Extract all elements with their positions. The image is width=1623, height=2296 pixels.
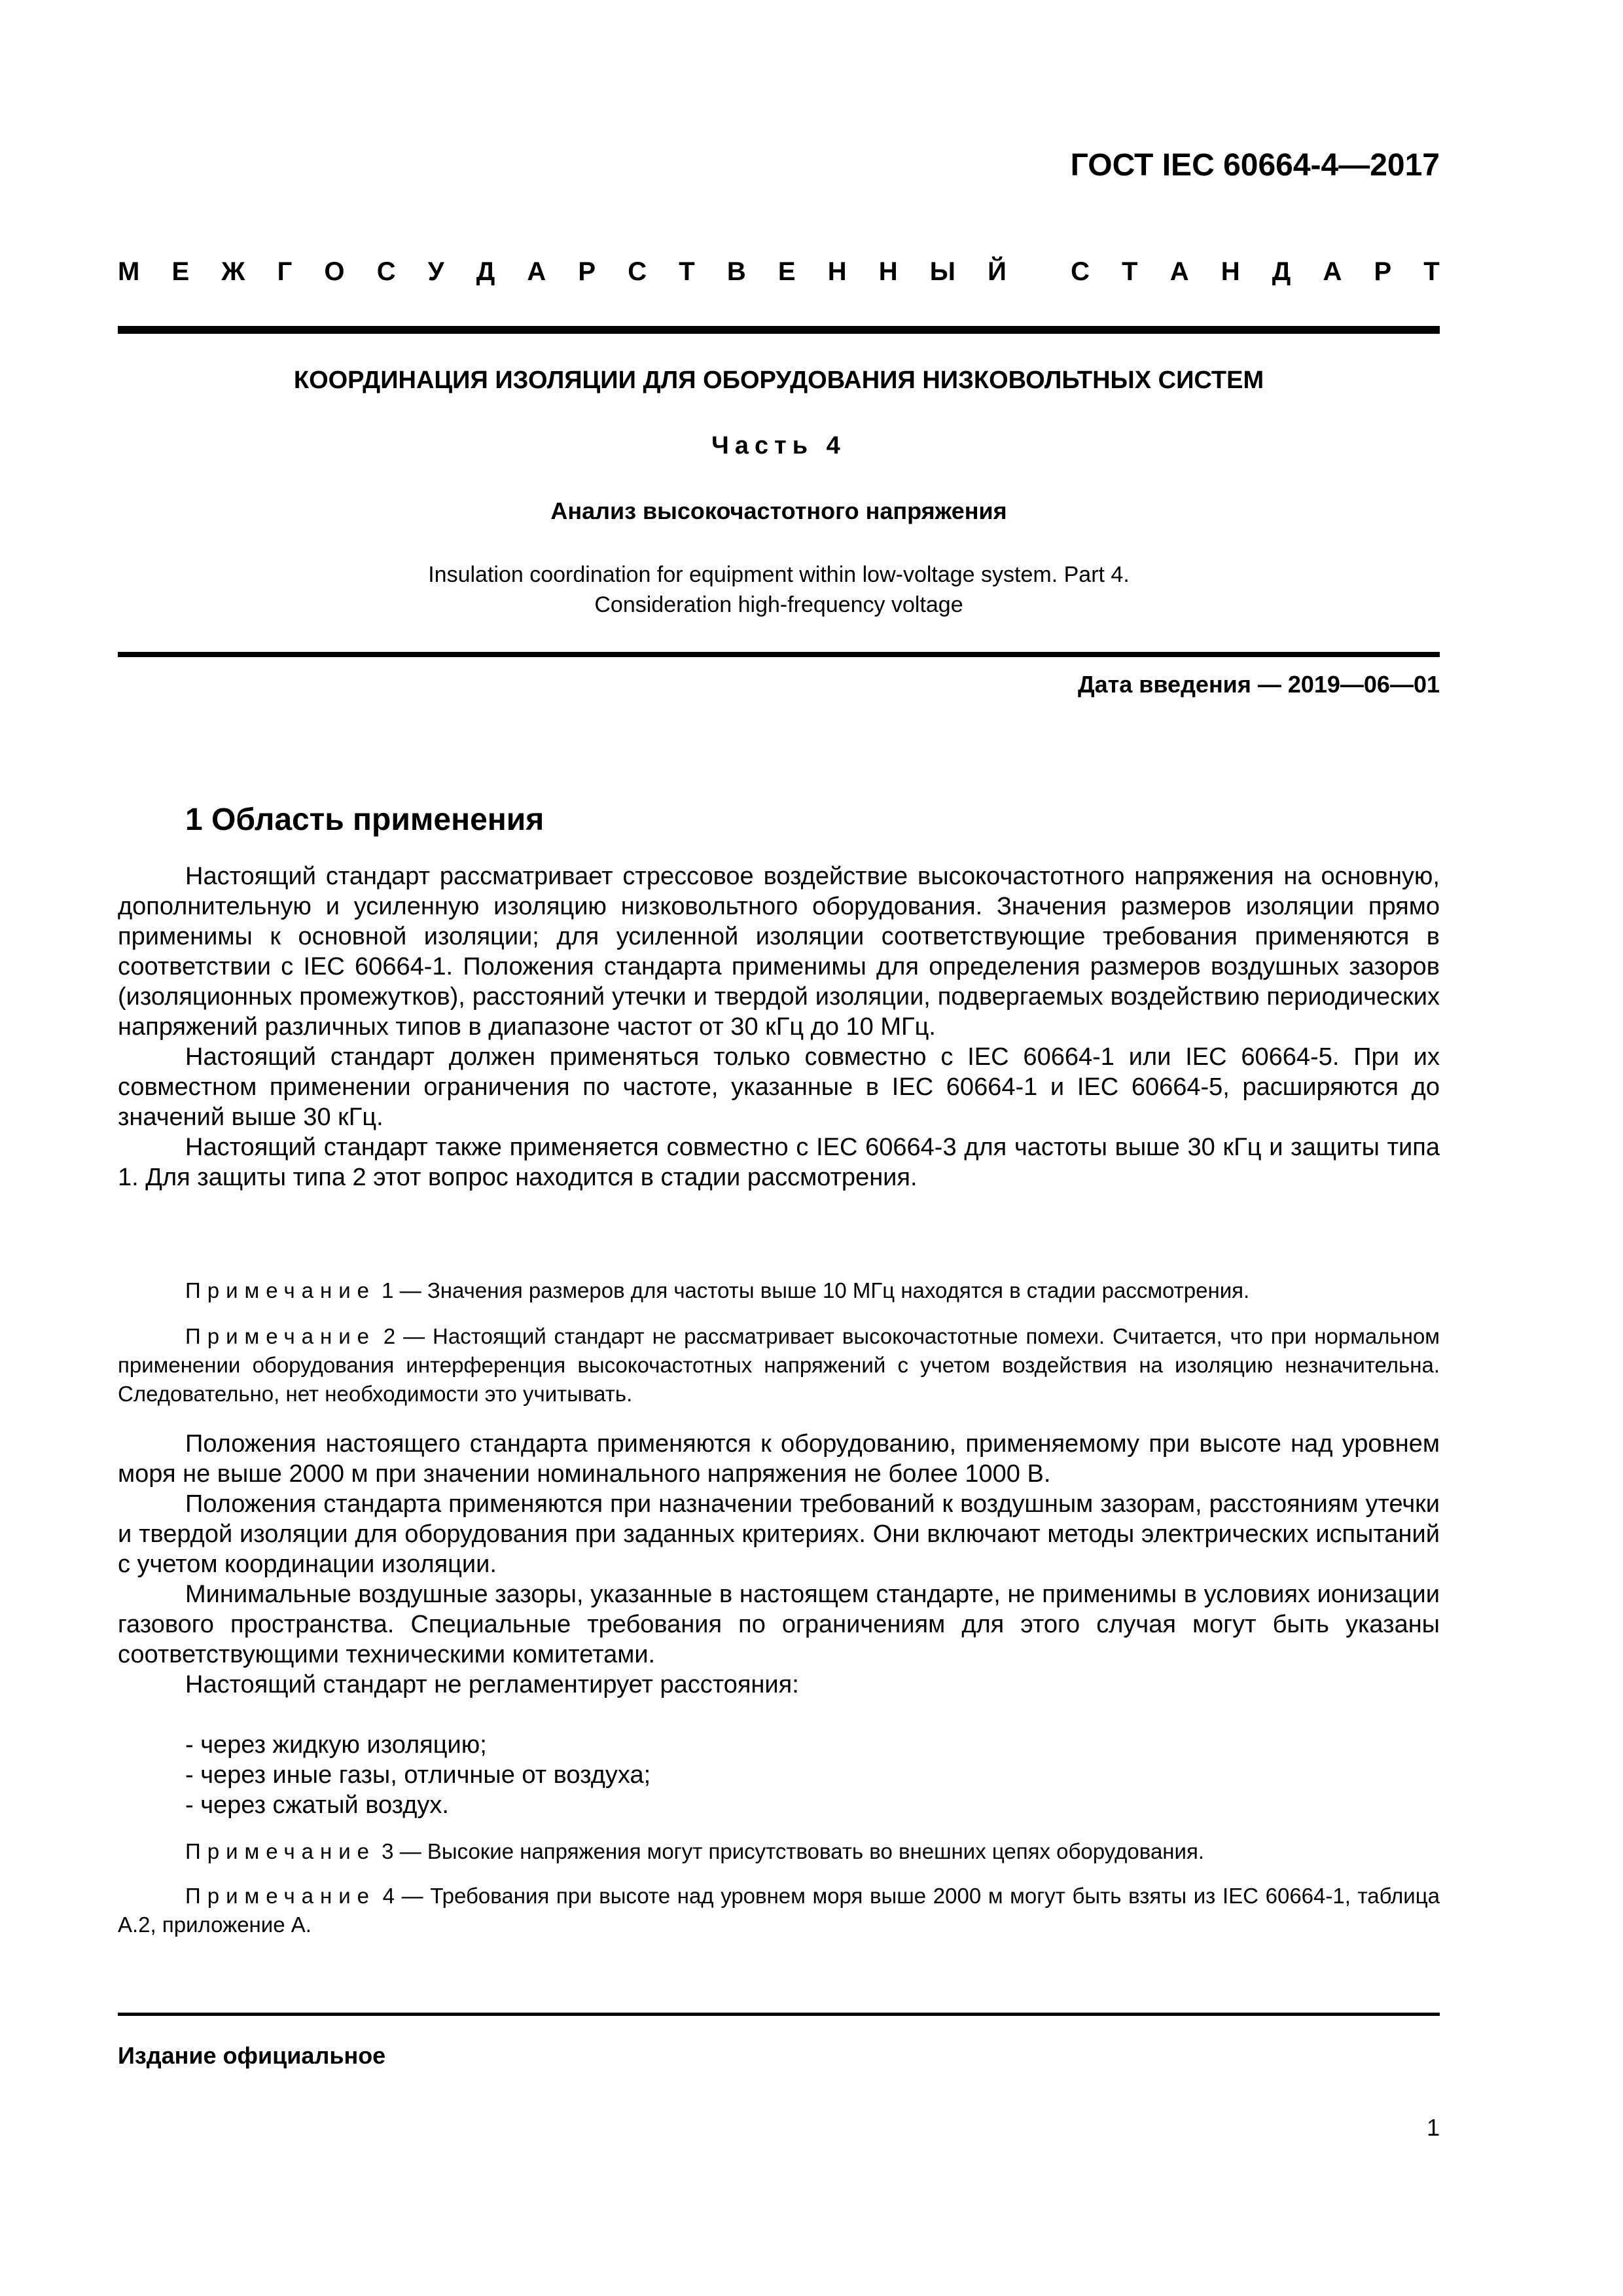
document-title: КООРДИНАЦИЯ ИЗОЛЯЦИИ ДЛЯ ОБОРУДОВАНИЯ НИЗКОВОЛЬТНЫХ СИСТЕМ xyxy=(293,367,1264,394)
paragraph: Положения стандарта применяются при назначении требований к воздушным зазорам, расстояниям утечки и твердой изоляции для оборудования при заданных критериях. Они включают методы электрических испытаний с учетом координации изоляции. xyxy=(118,1490,1440,1578)
banner-letter: Е xyxy=(171,257,190,286)
part-label: Часть 4 xyxy=(711,432,846,459)
banner-letter: Т xyxy=(1423,257,1440,286)
english-title-line-1: Insulation coordination for equipment within low-voltage system. Part 4. xyxy=(428,562,1130,587)
title-block-rule xyxy=(118,652,1440,657)
document-subtitle: Анализ высокочастотного напряжения xyxy=(550,497,1007,524)
note-text: 1 — Значения размеров для частоты выше 10 МГц находятся в стадии рассмотрения. xyxy=(376,1278,1250,1302)
banner-letter: Й xyxy=(988,257,1007,286)
banner-letter: Ы xyxy=(929,257,955,286)
paragraph: Положения настоящего стандарта применяются к оборудованию, применяемому при высоте над уровнем моря не выше 2000 м при значении номинального напряжения не более 1000 В. xyxy=(118,1430,1440,1488)
paragraph: Настоящий стандарт рассматривает стрессовое воздействие высокочастотного напряжения на основную, дополнительную и усиленную изоляцию низковольтного оборудования. Значения размеров изоляции прямо применимы к основной изоляции; для усиленной изоляции соответствующие требования применяются в соответствии с IEC 60664-1. Положения стандарта применимы для определения размеров воздушных зазоров (изоляционных промежутков), расстояний утечки и твердой изоляции, подвергаемых воздействию периодических напряжений различных типов в диапазоне частот от 30 кГц до 10 МГц. xyxy=(118,863,1440,1041)
note-3 xyxy=(118,1837,1440,1866)
section-heading: 1 Область применения xyxy=(185,802,544,837)
page-number: 1 xyxy=(1426,2114,1440,2141)
section-body-continued xyxy=(118,1429,1440,1700)
note-label: Примечание xyxy=(185,1884,376,1908)
introduction-date: Дата введения — 2019—06—01 xyxy=(1077,671,1440,698)
interstate-standard-banner xyxy=(118,257,1440,287)
banner-letter: С xyxy=(1071,257,1090,286)
official-edition-label: Издание официальное xyxy=(118,2042,386,2069)
banner-letter: Р xyxy=(578,257,596,286)
note-4 xyxy=(118,1882,1440,1939)
note-label: Примечание xyxy=(185,1278,376,1302)
banner-letter: С xyxy=(376,257,396,286)
banner-letter: М xyxy=(118,257,140,286)
section-body xyxy=(118,861,1440,1193)
banner-letter: Т xyxy=(679,257,695,286)
banner-letter: Н xyxy=(827,257,847,286)
banner-letter: О xyxy=(324,257,345,286)
english-title-line-2: Consideration high-frequency voltage xyxy=(594,592,963,617)
paragraph: Настоящий стандарт также применяется совместно с IEC 60664-3 для частоты выше 30 кГц и защиты типа 1. Для защиты типа 2 этот вопрос находится в стадии рассмотрения. xyxy=(118,1134,1440,1191)
banner-letter: Е xyxy=(777,257,796,286)
banner-letter: Д xyxy=(476,257,495,286)
header-rule xyxy=(118,326,1440,334)
banner-letter: А xyxy=(1169,257,1189,286)
banner-letter: Д xyxy=(1272,257,1291,286)
banner-letter: Т xyxy=(1122,257,1138,286)
note-label: Примечание xyxy=(185,1324,376,1348)
paragraph: Минимальные воздушные зазоры, указанные в настоящем стандарте, не применимы в условиях ионизации газового пространства. Специальные требования по ограничениям для этого случая могут быть указаны соответствующими техническими комитетами. xyxy=(118,1581,1440,1668)
note-1 xyxy=(118,1276,1440,1305)
banner-letter: А xyxy=(527,257,546,286)
english-title xyxy=(118,560,1440,620)
note-text: 4 — Требования при высоте над уровнем моря выше 2000 м могут быть взяты из IEC 60664-1, таблица А.2, приложение А. xyxy=(118,1884,1440,1937)
note-2 xyxy=(118,1322,1440,1408)
note-label: Примечание xyxy=(185,1839,376,1863)
list-item: - через жидкую изоляцию; xyxy=(185,1731,487,1759)
paragraph: Настоящий стандарт не регламентирует расстояния: xyxy=(185,1671,799,1698)
banner-letter: С xyxy=(628,257,647,286)
banner-letter: Г xyxy=(277,257,293,286)
list-item: - через иные газы, отличные от воздуха; xyxy=(185,1761,651,1789)
banner-letter: Н xyxy=(1221,257,1240,286)
footer-rule xyxy=(118,2013,1440,2016)
banner-letter: А xyxy=(1323,257,1342,286)
banner-letter: В xyxy=(726,257,746,286)
banner-letter: Н xyxy=(878,257,898,286)
note-text: 3 — Высокие напряжения могут присутствовать во внешних цепях оборудования. xyxy=(376,1839,1204,1863)
banner-letter: Ж xyxy=(221,257,245,286)
note-text: 2 — Настоящий стандарт не рассматривает высокочастотные помехи. Считается, что при нормальном применении оборудования интерференция высокочастотных напряжений с учетом воздействия на изоляцию незначительна. Следовательно, нет необходимости это учитывать. xyxy=(118,1324,1440,1406)
paragraph: Настоящий стандарт должен применяться только совместно с IEC 60664-1 или IEC 60664-5. При их совместном применении ограничения по частоте, указанные в IEC 60664-1 и IEC 60664-5, расширяются до значений выше 30 кГц. xyxy=(118,1043,1440,1131)
banner-letter: Р xyxy=(1374,257,1392,286)
banner-letter: У xyxy=(427,257,444,286)
list-item: - через сжатый воздух. xyxy=(185,1791,449,1819)
standard-number: ГОСТ IEC 60664-4—2017 xyxy=(1070,148,1440,183)
